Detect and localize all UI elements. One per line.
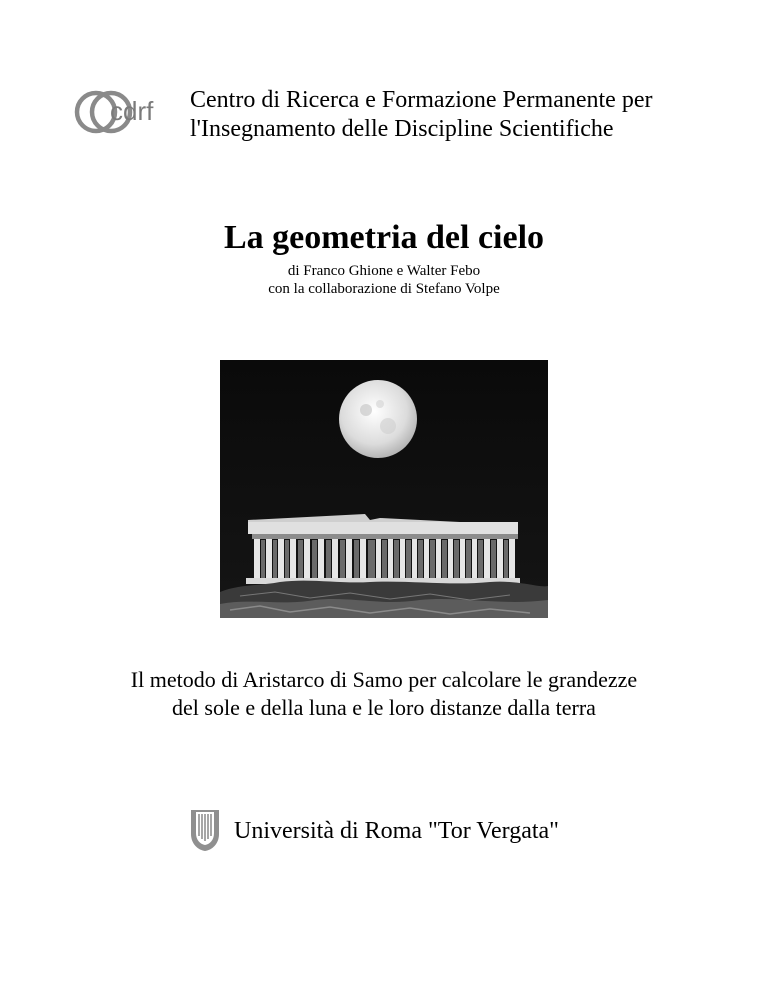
cdrf-logo-icon bbox=[74, 84, 174, 140]
university-crest-icon bbox=[188, 806, 222, 852]
subtitle-line2: del sole e della luna e le loro distanze dalla terra bbox=[172, 695, 596, 720]
authors bbox=[0, 262, 768, 298]
organization-name-line1: Centro di Ricerca e Formazione Permanente per bbox=[190, 87, 653, 113]
organization-name-line2: l'Insegnamento delle Discipline Scientifiche bbox=[190, 116, 614, 142]
parthenon-icon bbox=[246, 514, 520, 584]
subtitle bbox=[0, 666, 768, 722]
parthenon-moon-photo bbox=[220, 360, 548, 618]
header bbox=[0, 0, 768, 160]
university-name: Università di Roma "Tor Vergata" bbox=[234, 818, 559, 844]
document-title: La geometria del cielo bbox=[223, 219, 545, 256]
logo-text: cdrf bbox=[110, 96, 154, 126]
subtitle-line1: Il metodo di Aristarco di Samo per calcolare le grandezze bbox=[130, 667, 638, 692]
moon-icon bbox=[339, 380, 417, 458]
authors-line1: di Franco Ghione e Walter Febo bbox=[287, 263, 481, 279]
authors-line2: con la collaborazione di Stefano Volpe bbox=[268, 281, 500, 297]
